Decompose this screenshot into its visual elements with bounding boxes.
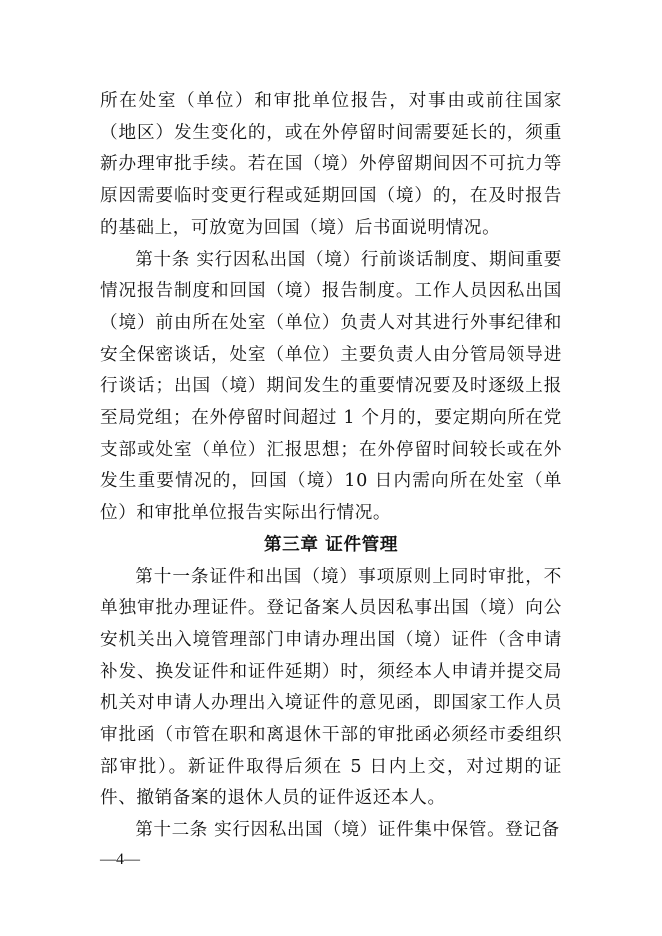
paragraph-continuation: 所在处室（单位）和审批单位报告，对事由或前往国家（地区）发生变化的，或在外停留时间需要延长的，须重新办理审批手续。若在国（境）外停留期间因不可抗力等原因需要临时变更行程或延期回国（境）的，在及时报告的基础上，可放宽为回国（境）后书面说明情况。 bbox=[100, 91, 562, 238]
paragraph-article-12: 第十二条 实行因私出国（境）证件集中保管。登记备 bbox=[135, 820, 560, 841]
chapter-title: 第三章 证件管理 bbox=[263, 534, 399, 555]
paragraph-article-11: 第十一条证件和出国（境）事项原则上同时审批，不单独审批办理证件。登记备案人员因私事出国（境）向公安机关出入境管理部门申请办理出国（境）证件（含申请补发、换发证件和证件延期）时，须经本人申请并提交局机关对申请人办理出入境证件的意见函，即国家工作人员审批函（市管在职和离退休干部的审批函必须经市委组织部审批）。新证件取得后须在 5 日内上交，对过期的证件、撤销备案的退休人员的证件返还本人。 bbox=[100, 566, 562, 809]
page-number: —4— bbox=[100, 851, 140, 868]
paragraph-article-10: 第十条 实行因私出国（境）行前谈话制度、期间重要情况报告制度和回国（境）报告制度。工作人员因私出国（境）前由所在处室（单位）负责人对其进行外事纪律和安全保密谈话，处室（单位）主要负责人由分管局领导进行谈话；出国（境）期间发生的重要情况要及时逐级上报至局党组；在外停留时间超过 1 个月的，要定期向所在党支部或处室（单位）汇报思想；在外停留时间较长或在外发生重要情况的，回国（境）10 日内需向所在处室（单位）和审批单位报告实际出行情况。 bbox=[100, 249, 562, 524]
page-content bbox=[100, 86, 562, 847]
